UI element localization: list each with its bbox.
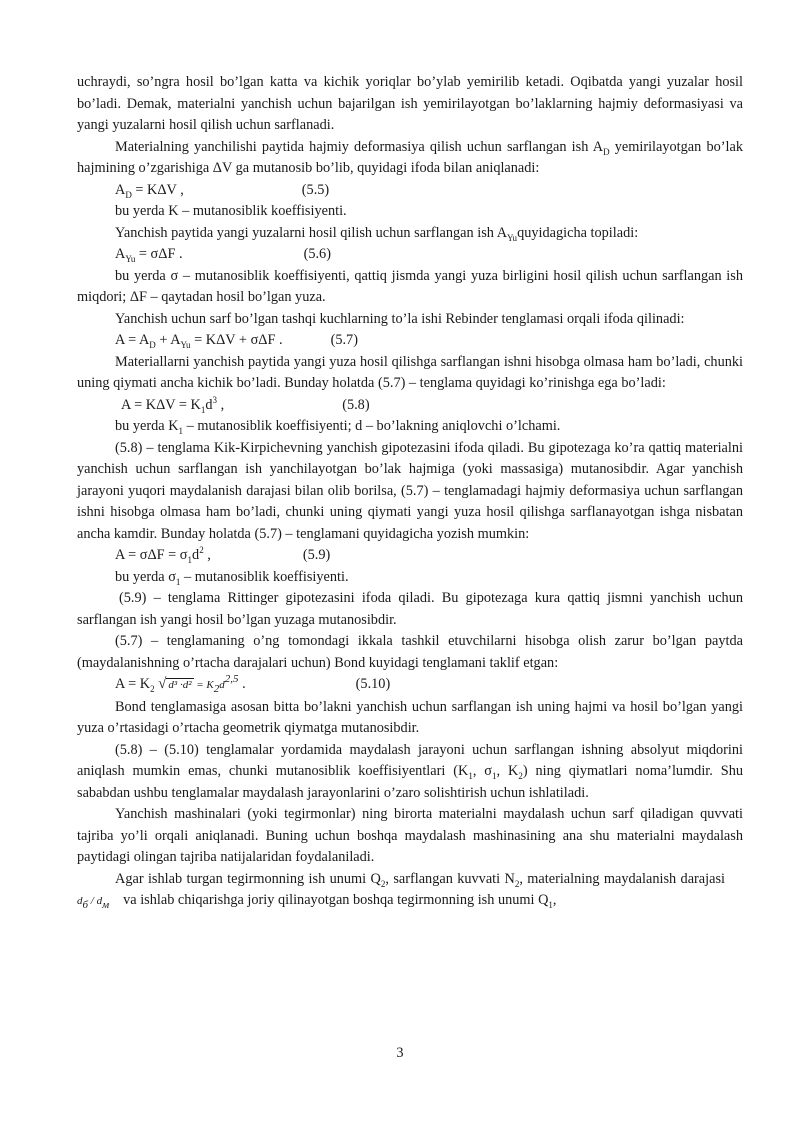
- paragraph-rebinder: [77, 309, 743, 331]
- paragraph-text: bu yerda K – mutanosiblik koeffisiyenti.: [115, 203, 347, 219]
- equation-number: (5.8): [342, 396, 370, 413]
- subscript: D: [125, 189, 132, 200]
- definition-k1: [77, 416, 743, 438]
- paragraph-materials: [77, 352, 743, 395]
- subscript: 1: [200, 404, 206, 415]
- paragraph-text: uchraydi, so’ngra hosil bo’lgan katta va kichik yoriqlar bo’ylab yemirilib ketadi. Oqibatda yangi yuzalar hosil bo’ladi. Demak, materialni yanchish uchun bajarilgan ish yemirilayotgan bo’laklarning hajmiy deformasiyasi va yangi yuzalarni hosil qilish uchun sarflanadi.: [77, 74, 743, 133]
- paragraph-rittinger: [77, 588, 743, 631]
- equation-text: = KΔV + σΔF .: [190, 332, 283, 348]
- fraction-numerator: d: [77, 895, 83, 907]
- equation-5-8: [77, 395, 743, 417]
- equation-text: d: [219, 679, 225, 691]
- paragraph-last: [77, 869, 743, 913]
- paragraph-text: , σ: [472, 763, 493, 779]
- radical-sign: √: [158, 676, 167, 692]
- paragraph-text: , materialning maydalanish darajasi: [519, 870, 726, 887]
- equation-text: A: [115, 181, 126, 198]
- paragraph-text: – mutanosiblik koeffisiyenti.: [180, 568, 349, 585]
- paragraph-text: Yanchish uchun sarf bo’lgan tashqi kuchlarning to’la ishi Rebinder tenglamasi orqali ifoda qilinadi:: [115, 310, 685, 327]
- subscript: 2: [213, 682, 220, 695]
- equation-text: = KΔV ,: [131, 181, 184, 198]
- equation-text: = K: [193, 679, 214, 691]
- paragraph-text: (5.8) – tenglama Kik-Kirpichevning yanchish gipotezasini ifoda qiladi. Bu gipotezaga ko’ra qattiq materialni yanchish uchun sarflangan ish yanchilayotgan bo’lak hajmiga (yoki massasiga) mutanosibdir. Agar yanchish jarayoni yuqori maydalanish darajasi bilan olib borilsa, (5.7) – tenglamadagi hajmiy deformasiya uchun sarflangan ishni hisobga olmasa ham bo’ladi, chunki uning qiymati yangi yuza hosil qilishga sarflanayotgan ishga nisbatan ancha kamdir. Bunday holatda (5.7) – tenglamani quyidagicha yozish mumkin:: [77, 439, 743, 542]
- paragraph-volumetric-work: [77, 137, 743, 180]
- equation-number: (5.7): [330, 332, 358, 348]
- equation-5-6: [77, 244, 743, 266]
- equation-text: ,: [217, 396, 225, 413]
- subscript: D: [603, 146, 610, 157]
- subscript: Yu: [507, 232, 518, 243]
- subscript: 2: [514, 878, 520, 889]
- fraction-denominator: / d: [88, 895, 103, 907]
- subscript: 2: [518, 770, 523, 781]
- paragraph-text: Yanchish paytida yangi yuzalarni hosil qilish uchun sarflangan ish A: [115, 224, 508, 241]
- paragraph-text: ) ning qiymatlari noma’lumdir. Shu sababdan ushbu tenglamalar maydalash jarayonlarini o’zaro solishtirish uchun ishlatiladi.: [77, 763, 743, 801]
- paragraph-text: Materialning yanchilishi paytida hajmiy deformasiya qilish uchun sarflangan ish A: [115, 138, 604, 155]
- paragraph-kik-kirpichev: [77, 438, 743, 546]
- equation-5-7: [77, 330, 743, 352]
- equation-text: A = σΔF = σ: [115, 547, 188, 563]
- equation-5-9: [77, 545, 743, 567]
- paragraph-text: , sarflangan kuvvati N: [385, 870, 515, 887]
- paragraph-text: bu yerda σ: [115, 568, 176, 585]
- paragraph-text: Bond tenglamasiga asosan bitta bo’lakni yanchish uchun sarflangan ish uning hajmi va hosil bo’lgan yangi yuza o’rtasidagi o’rtacha geometrik qiymatga mutanosibdir.: [77, 698, 743, 736]
- definition-ayu: [77, 223, 743, 245]
- definition-sigma1: [77, 567, 743, 589]
- equation-5-10: [77, 674, 743, 697]
- paragraph-text: yemirilayotgan bo’lak hajmining o’zgarishiga ΔV ga mutanosib bo’lib, quyidagi ifoda bilan aniqlanadi:: [77, 138, 743, 176]
- equation-text: A = A: [115, 332, 150, 348]
- equation-number: (5.6): [303, 246, 331, 262]
- paragraph-text: (5.7) – tenglamaning o’ng tomondagi ikkala tashkil etuvchilarni hisobga olish zarur bo’lgan paytda (maydalanishning o’rtacha darajalari uchun) Bond kuyidagi tenglamani taklif etgan:: [77, 633, 743, 671]
- subscript: 1: [175, 576, 181, 587]
- equation-text: = σΔF .: [135, 246, 183, 262]
- equation-text: d: [192, 547, 200, 563]
- paragraph-text: bu yerda σ – mutanosiblik koeffisiyenti, qattiq jismda yangi yuza birligini hosil qilish uchun sarflangan ish miqdori; ΔF – qaytadan hosil bo’lgan yuza.: [77, 267, 743, 305]
- superscript: 2: [199, 545, 204, 556]
- equation-text: ,: [203, 547, 211, 563]
- paragraph-text: va ishlab chiqarishga joriy qilinayotgan boshqa tegirmonning ish unumi Q: [123, 892, 549, 908]
- page-body: [77, 72, 743, 913]
- subscript: 1: [468, 770, 473, 781]
- paragraph-bond-intro: [77, 631, 743, 674]
- equation-text: .: [238, 676, 246, 692]
- paragraph-intro: [77, 72, 743, 137]
- subscript: Yu: [180, 339, 191, 350]
- subscript: м: [102, 898, 110, 911]
- paragraph-text: (5.8) – (5.10) tenglamalar yordamida maydalash jarayoni uchun sarflangan ishning absolyut miqdorini aniqlash mumkin emas, chunki mutanosiblik koeffisiyentlari (K: [77, 741, 743, 779]
- paragraph-text: , K: [496, 763, 519, 779]
- paragraph-text: Yanchish mashinalari (yoki tegirmonlar) ning birorta materialni maydalash uchun sarf qiladigan quvvati tajriba yo’li orqali aniqlanadi. Buning uchun boshqa maydalash mashinasining ana shu materialni maydalash paytidagi olingan tajriba natijalaridan foydalaniladi.: [77, 806, 743, 865]
- equation-text: + A: [155, 332, 181, 348]
- equation-number: (5.10): [355, 676, 391, 692]
- subscript: 1: [187, 554, 193, 565]
- paragraph-text: (5.9) – tenglama Rittinger gipotezasini ifoda qiladi. Bu gipotezaga kura qattiq jismni yanchish uchun sarflangan ish yangi hosil bo’lgan yuzaga mutanosibdir.: [77, 590, 743, 628]
- subscript: Yu: [125, 253, 136, 264]
- paragraph-bond: [77, 697, 743, 740]
- equation-number: (5.9): [302, 547, 331, 563]
- paragraph-sigma: [77, 266, 743, 309]
- subscript: 1: [178, 425, 184, 436]
- paragraph-text: quyidagicha topiladi:: [517, 224, 639, 241]
- subscript: D: [149, 339, 156, 350]
- subscript: б: [82, 898, 89, 911]
- paragraph-text: ,: [552, 892, 557, 908]
- paragraph-machines: [77, 804, 743, 869]
- superscript: 2,5: [224, 673, 239, 686]
- paragraph-text: – mutanosiblik koeffisiyenti; d – bo’lakning aniqlovchi o’lchami.: [183, 418, 561, 434]
- equation-number: (5.5): [301, 181, 330, 198]
- definition-k: [77, 201, 743, 223]
- subscript: 1: [548, 899, 553, 910]
- equation-text: d: [205, 396, 213, 413]
- paragraph-absolute: [77, 740, 743, 805]
- page-number: 3: [396, 1045, 404, 1061]
- superscript: 3: [212, 394, 218, 405]
- paragraph-text: Materiallarni yanchish paytida yangi yuza hosil qilishga sarflangan ishni hisobga olmasa ham bo’ladi, chunki uning qiymati ancha kichik bo’ladi. Bunday holatda (5.7) – tenglama quyidagi ko’rinishga ega bo’ladi:: [77, 353, 743, 391]
- subscript: 2: [150, 683, 155, 694]
- equation-text: A: [115, 246, 126, 262]
- equation-text: A = K: [115, 676, 151, 692]
- radicand: d³ ·d²: [168, 679, 192, 691]
- subscript: 1: [492, 770, 497, 781]
- paragraph-text: Agar ishlab turgan tegirmonning ish unumi Q: [115, 870, 381, 887]
- equation-5-5: [77, 180, 743, 202]
- equation-text: A = KΔV = K: [121, 396, 201, 413]
- square-root: [158, 674, 193, 697]
- subscript: 2: [380, 878, 386, 889]
- paragraph-text: bu yerda K: [115, 418, 179, 434]
